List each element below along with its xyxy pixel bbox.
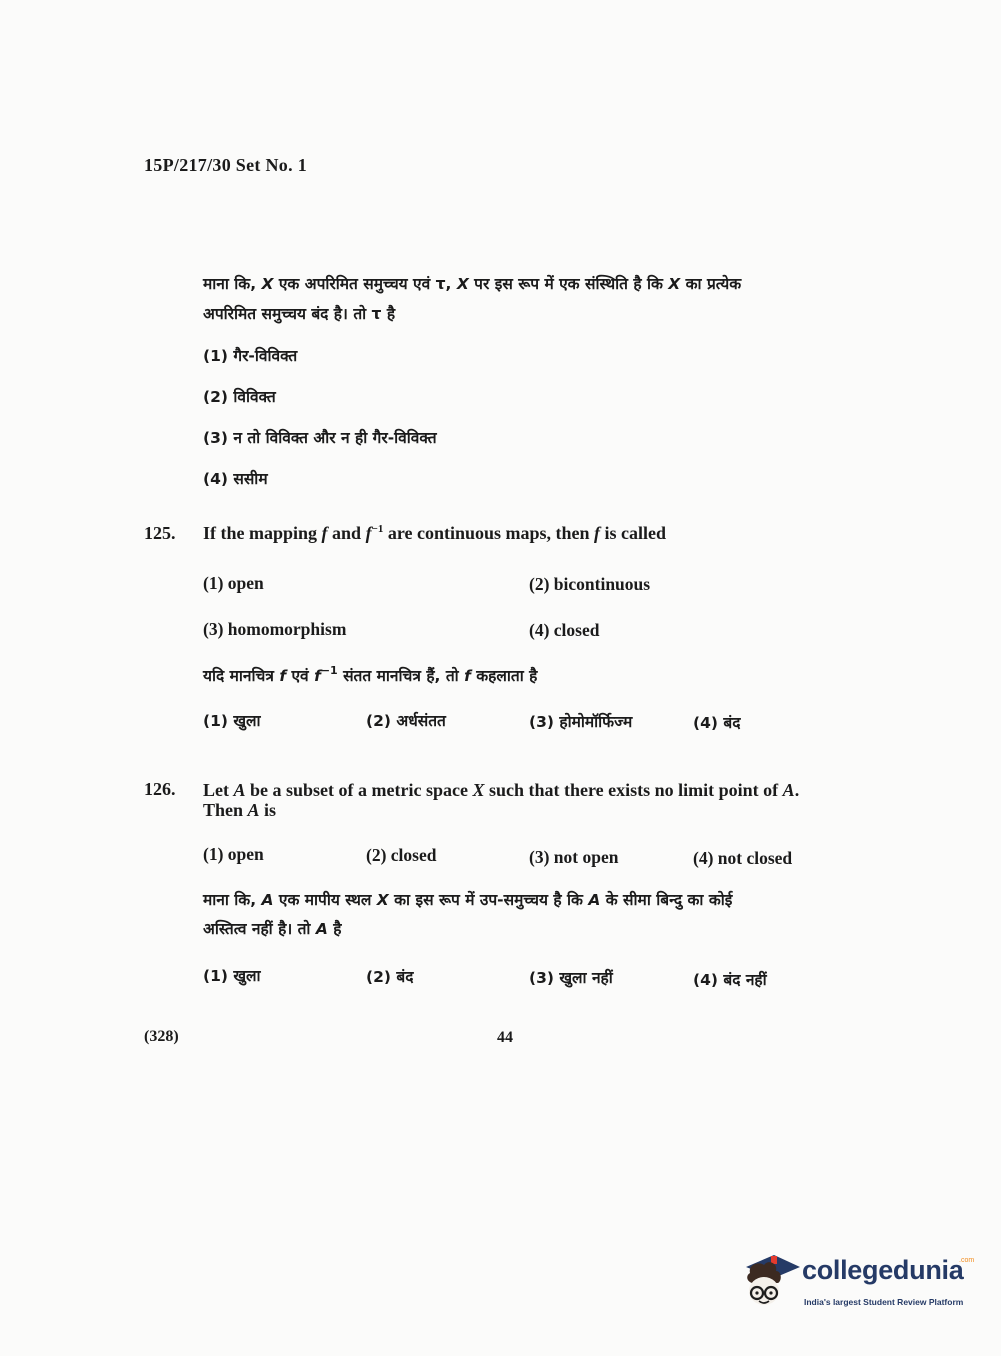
q126-hindi-option-1: (1) खुला [203, 967, 261, 985]
variable-x: X [376, 891, 389, 909]
footer-code: (328) [144, 1028, 179, 1045]
question-125-number: 125. [144, 523, 176, 543]
q125-option-4: (4) closed [529, 620, 600, 640]
text-run: कहलाता है [470, 667, 538, 685]
q126-option-3: (3) not open [529, 847, 619, 867]
variable-x: X [261, 275, 274, 293]
question-124-hindi-line-2: अपरिमित समुच्चय बंद है। तो τ है [203, 305, 396, 323]
text-run: Then [203, 800, 248, 820]
question-126-line-1 [203, 780, 799, 801]
text-run: संतत मानचित्र हैं, तो [337, 667, 465, 685]
q125-hindi-option-3: (3) होमोमॉर्फिज्म [529, 713, 633, 731]
variable-f: f [464, 667, 471, 685]
text-run: such that there exists no limit point of [484, 780, 783, 800]
q126-hindi-option-3: (3) खुला नहीं [529, 969, 613, 987]
variable-f: f [279, 667, 287, 685]
text-run: के सीमा बिन्दु का कोई [600, 891, 733, 909]
superscript: −1 [320, 664, 338, 677]
q124-option-3: (3) न तो विविक्त और न ही गैर-विविक्त [203, 429, 437, 447]
variable-a: A [261, 891, 274, 909]
mascot-icon [742, 1251, 800, 1317]
variable-a: A [315, 920, 328, 938]
text-run: अस्तित्व नहीं है। तो [203, 920, 316, 938]
variable-a: A [782, 780, 795, 800]
question-126-hindi-line-2 [203, 917, 341, 939]
variable-f: f [314, 667, 321, 685]
text-run: पर इस रूप में एक संस्थिति है कि [468, 275, 669, 293]
q126-hindi-option-2: (2) बंद [366, 968, 414, 986]
text-run: is called [600, 523, 667, 543]
question-126-line-2 [203, 800, 276, 821]
paper-code: 15P/217/30 Set No. 1 [144, 155, 307, 175]
q125-hindi-option-4: (4) बंद [693, 714, 741, 732]
text-run: माना कि, [203, 891, 262, 909]
q125-option-3: (3) homomorphism [203, 619, 347, 639]
text-run: be a subset of a metric space [245, 780, 473, 800]
variable-x: X [472, 780, 485, 800]
q126-hindi-option-4: (4) बंद नहीं [693, 971, 767, 989]
text-run: है [327, 920, 342, 938]
q124-option-2: (2) विविक्त [203, 388, 276, 406]
q126-option-1: (1) open [203, 844, 264, 864]
text-run: and [327, 523, 366, 543]
variable-f: f [321, 523, 328, 543]
question-126-number: 126. [144, 779, 176, 799]
text-run: is [259, 800, 277, 820]
logo-domain: .com [959, 1257, 975, 1264]
collegedunia-logo [742, 1251, 975, 1317]
q126-option-2: (2) closed [366, 845, 437, 865]
text-run: एक अपरिमित समुच्चय एवं τ, [273, 275, 457, 293]
text-run: एक मापीय स्थल [273, 891, 377, 909]
text-run: माना कि, [203, 275, 262, 293]
question-125-hindi-text [203, 664, 537, 686]
q125-option-1: (1) open [203, 573, 264, 593]
q124-option-1: (1) गैर-विविक्त [203, 347, 298, 365]
text-run: If the mapping [203, 523, 322, 543]
q125-hindi-option-2: (2) अर्धसंतत [366, 712, 446, 730]
question-125-text [203, 523, 666, 544]
variable-f: f [365, 523, 372, 543]
variable-x: X [668, 275, 681, 293]
logo-tagline: India's largest Student Review Platform [804, 1297, 964, 1307]
variable-a: A [233, 780, 246, 800]
text-run: का प्रत्येक [680, 275, 742, 293]
variable-a: A [247, 800, 260, 820]
logo-wordmark: collegedunia [802, 1255, 964, 1285]
q126-option-4: (4) not closed [693, 848, 793, 868]
text-run: . [794, 780, 800, 800]
question-124-hindi-line-1 [203, 272, 741, 294]
page-number: 44 [497, 1029, 513, 1046]
q124-option-4: (4) ससीम [203, 470, 268, 488]
superscript: −1 [371, 523, 384, 535]
variable-a: A [588, 891, 601, 909]
variable-x: X [456, 275, 469, 293]
text-run: एवं [286, 667, 315, 685]
text-run: का इस रूप में उप-समुच्चय है कि [388, 891, 589, 909]
variable-f: f [594, 523, 601, 543]
text-run: are continuous maps, then [383, 523, 595, 543]
question-126-hindi-line-1 [203, 888, 732, 910]
text-run: Let [203, 780, 234, 800]
q125-option-2: (2) bicontinuous [529, 574, 651, 594]
text-run: यदि मानचित्र [203, 667, 280, 685]
q125-hindi-option-1: (1) खुला [203, 712, 261, 730]
